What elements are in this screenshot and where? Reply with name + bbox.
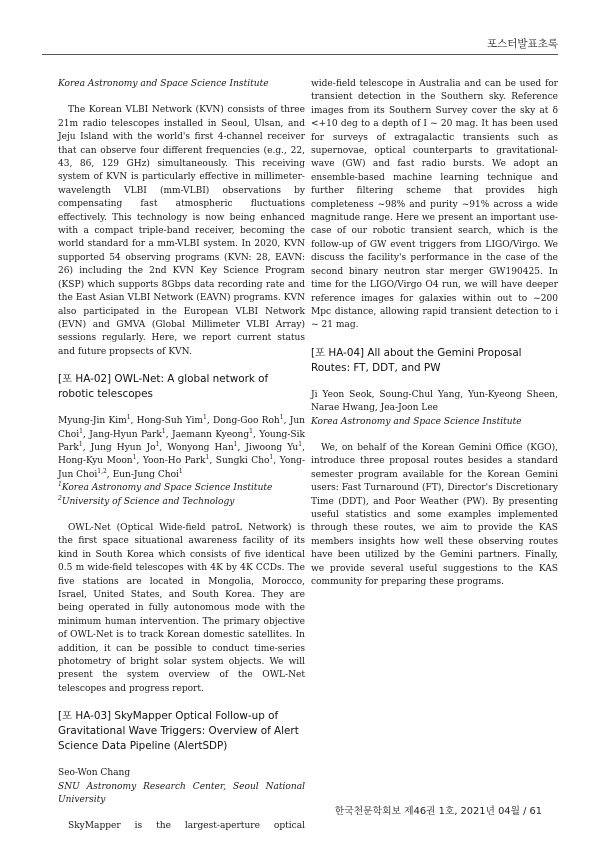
header-divider xyxy=(42,54,558,55)
affiliation-ha04: Korea Astronomy and Space Science Institute xyxy=(311,416,522,427)
affiliation-1: $^1$Korea Astronomy and Space Science Institute xyxy=(58,481,273,494)
right-column xyxy=(311,78,558,589)
abstract-title-ha04: [포 HA-04] All about the Gemini Proposal Routes: FT, DDT, and PW xyxy=(311,346,522,374)
affiliation-ha03: SNU Astronomy Research Center, Seoul National University xyxy=(58,781,305,806)
abstract-ha04: We, on behalf of the Korean Gemini Office (KGO), introduce three proposal routes besides a standard semester program available for the Korean Gemini users: Fast Turnaround (FT), Director's Discretionary Time (DDT), and Poor Weather (PW). By presenting useful statistics and some examples implemented through these routes, we aim to provide the KAS members insights how well these observing routes have been utilized by the Gemini partners. Finally, we provide several useful suggestions to the KAS community for preparing these programs. xyxy=(311,442,558,587)
author-list-ha02: Myung-Jin Kim$^1$, Hong-Suh Yim$^1$, Dong-Goo Roh$^1$, Jun Choi$^1$, Jang-Hyun Park$^1$, Jaemann Kyeong$^1$, Young-Sik Park$^1$, Jung Hyun Jo$^1$, Wonyong Han$^1$, Jiwoong Yu$^1$, Hong-Kyu Moon$^1$, Yoon-Ho Park$^1$, Sungki Cho$^1$, Yong-Jun Choi$^{1,2}$, Eun-Jung Choi$^1$ xyxy=(58,414,305,480)
affiliation: Korea Astronomy and Space Science Institute xyxy=(58,79,269,89)
abstract-kvn: The Korean VLBI Network (KVN) consists of three 21m radio telescopes installed in Seoul, Ulsan, and Jeju Island with the world's first 4-channel receiver that can observe four different frequencies (e.g., 22, 43, 86, 129 GHz) simultaneously. This receiving system of KVN is particularly effective in millimeter-wavelength VLBI (mm-VLBI) observations by compensating fast atmospheric fluctuations effectively. This technology is now being enhanced with a compact triple-band receiver, becoming the world standard for a mm-VLBI system. In 2020, KVN supported 54 observing programs (KVN: 28, EAVN: 26) including the 2nd KVN Key Science Program (KSP) which supports 8Gbps data recording rate and the East Asian VLBI Network (EAVN) programs. KVN also participated in the European VLBI Network (EVN) and GMVA (Global Millimeter VLBI Array) sessions regularly. Here, we report current status and future propsects of KVN. xyxy=(58,105,305,357)
abstract-title-ha02: [포 HA-02] OWL-Net: A global network of robotic telescopes xyxy=(58,373,269,401)
abstract-ha02: OWL-Net (Optical Wide-field patroL Network) is the first space situational awareness facility of its kind in South Korea which consists of five identical 0.5 m wide-field telescopes with 4K by 4K CCDs. The five stations are located in Mongolia, Morocco, Israel, United States, and South Korea. They are being operated in fully autonomous mode with the minimum human intervention. The primary objective of OWL-Net is to track Korean domestic satellites. In addition, it can be possible to conduct time-series photometry of bright solar system objects. We will present the system overview of the OWL-Net telescopes and progress report. xyxy=(58,522,305,694)
author-list-ha04: Ji Yeon Seok, Soung-Chul Yang, Yun-Kyeong Sheen, Narae Hwang, Jea-Joon Lee xyxy=(311,389,558,414)
affiliation-2: $^2$University of Science and Technology xyxy=(58,494,235,507)
abstract-ha03-start: SkyMapper is the largest-aperture optical xyxy=(68,821,305,832)
page-footer: 한국천문학회보 제46권 1호, 2021년 04월 / 61 xyxy=(334,806,542,817)
section-header: 포스터발표초록 xyxy=(486,38,558,50)
left-column xyxy=(58,78,305,834)
abstract-title-ha03: [포 HA-03] SkyMapper Optical Follow-up of Gravitational Wave Triggers: Overview of Alert Science Data Pipeline (AlertSDP) xyxy=(58,710,299,753)
author-list-ha03: Seo-Won Chang xyxy=(58,768,131,779)
abstract-ha03-continued: wide-field telescope in Australia and can be used for transient detection in the Southern sky. Reference images from its Southern Survey cover the sky at δ <+10 deg to a depth of I ~ 20 mag. It has been used for surveys of extragalactic transients such as supernovae, optical counterparts to gravitational-wave (GW) and fast radio bursts. We adopt an ensemble-based machine learning technique and further filtering scheme that provides high completeness ~98% and purity ~91% across a wide magnitude range. Here we present an important use-case of our robotic transient search, which is the follow-up of GW event triggers from LIGO/Virgo. We discuss the facility's performance in the case of the second binary neutron star merger GW190425. In time for the LIGO/Virgo O4 run, we will have deeper reference images for galaxies within out to ~200 Mpc distance, allowing rapid transient detection to i ~ 21 mag. xyxy=(311,79,558,331)
